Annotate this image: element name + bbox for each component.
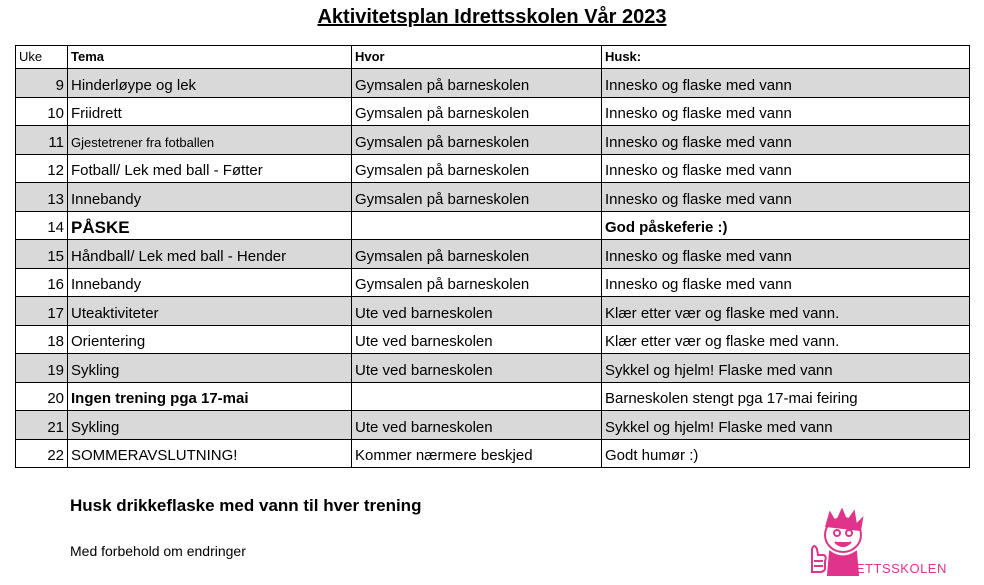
cell-uke: 21 xyxy=(16,411,68,440)
cell-tema: Hinderløype og lek xyxy=(68,69,352,98)
table-row xyxy=(16,297,970,326)
cell-tema: Sykling xyxy=(68,354,352,383)
cell-hvor: Ute ved barneskolen xyxy=(352,354,602,383)
cell-hvor: Ute ved barneskolen xyxy=(352,297,602,326)
cell-husk: Innesko og flaske med vann xyxy=(602,268,970,297)
cell-hvor xyxy=(352,382,602,411)
header-hvor: Hvor xyxy=(352,46,602,69)
table-row xyxy=(16,69,970,98)
cell-husk: Sykkel og hjelm! Flaske med vann xyxy=(602,411,970,440)
cell-husk: Godt humør :) xyxy=(602,439,970,468)
cell-husk: Innesko og flaske med vann xyxy=(602,240,970,269)
cell-hvor: Gymsalen på barneskolen xyxy=(352,97,602,126)
table-row xyxy=(16,126,970,155)
cell-tema: Ingen trening pga 17-mai xyxy=(68,382,352,411)
cell-uke: 13 xyxy=(16,183,68,212)
table-header-row xyxy=(16,46,970,69)
cell-hvor: Ute ved barneskolen xyxy=(352,411,602,440)
cell-tema: Gjestetrener fra fotballen xyxy=(68,126,352,155)
cell-uke: 15 xyxy=(16,240,68,269)
cell-uke: 11 xyxy=(16,126,68,155)
cell-husk: Innesko og flaske med vann xyxy=(602,126,970,155)
cell-uke: 10 xyxy=(16,97,68,126)
table-row xyxy=(16,268,970,297)
cell-tema: SOMMERAVSLUTNING! xyxy=(68,439,352,468)
header-uke: Uke xyxy=(16,46,68,69)
table-row xyxy=(16,240,970,269)
cell-uke: 20 xyxy=(16,382,68,411)
logo-wordmark: IDRETTSSKOLEN xyxy=(832,561,947,576)
cell-uke: 17 xyxy=(16,297,68,326)
cell-husk: Innesko og flaske med vann xyxy=(602,183,970,212)
cell-hvor xyxy=(352,211,602,240)
cell-tema: PÅSKE xyxy=(68,211,352,240)
cell-hvor: Gymsalen på barneskolen xyxy=(352,268,602,297)
cell-husk: Klær etter vær og flaske med vann. xyxy=(602,297,970,326)
header-tema: Tema xyxy=(68,46,352,69)
cell-uke: 18 xyxy=(16,325,68,354)
cell-hvor: Gymsalen på barneskolen xyxy=(352,154,602,183)
disclaimer-note: Med forbehold om endringer xyxy=(70,543,246,559)
cell-tema: Sykling xyxy=(68,411,352,440)
table-row xyxy=(16,97,970,126)
cell-tema: Orientering xyxy=(68,325,352,354)
cell-uke: 9 xyxy=(16,69,68,98)
cell-husk: Innesko og flaske med vann xyxy=(602,97,970,126)
cell-tema: Innebandy xyxy=(68,183,352,212)
cell-hvor: Gymsalen på barneskolen xyxy=(352,240,602,269)
cell-husk: God påskeferie :) xyxy=(602,211,970,240)
cell-tema: Uteaktiviteter xyxy=(68,297,352,326)
reminder-text: Husk drikkeflaske med vann til hver trening xyxy=(70,496,422,515)
cell-husk: Sykkel og hjelm! Flaske med vann xyxy=(602,354,970,383)
cell-hvor: Kommer nærmere beskjed xyxy=(352,439,602,468)
table-row xyxy=(16,211,970,240)
table-row xyxy=(16,439,970,468)
table-row xyxy=(16,154,970,183)
cell-uke: 22 xyxy=(16,439,68,468)
cell-hvor: Gymsalen på barneskolen xyxy=(352,183,602,212)
cell-husk: Klær etter vær og flaske med vann. xyxy=(602,325,970,354)
table-row xyxy=(16,354,970,383)
activity-table xyxy=(15,45,970,468)
page-title: Aktivitetsplan Idrettsskolen Vår 2023 xyxy=(317,6,667,28)
table-row xyxy=(16,382,970,411)
cell-husk: Innesko og flaske med vann xyxy=(602,69,970,98)
cell-hvor: Gymsalen på barneskolen xyxy=(352,69,602,98)
header-husk: Husk: xyxy=(602,46,970,69)
cell-uke: 16 xyxy=(16,268,68,297)
cell-uke: 19 xyxy=(16,354,68,383)
cell-hvor: Ute ved barneskolen xyxy=(352,325,602,354)
cell-uke: 14 xyxy=(16,211,68,240)
cell-tema: Håndball/ Lek med ball - Hender xyxy=(68,240,352,269)
table-row xyxy=(16,411,970,440)
cell-husk: Innesko og flaske med vann xyxy=(602,154,970,183)
cell-tema: Innebandy xyxy=(68,268,352,297)
cell-husk: Barneskolen stengt pga 17-mai feiring xyxy=(602,382,970,411)
cell-uke: 12 xyxy=(16,154,68,183)
table-row xyxy=(16,325,970,354)
cell-hvor: Gymsalen på barneskolen xyxy=(352,126,602,155)
table-row xyxy=(16,183,970,212)
cell-tema: Fotball/ Lek med ball - Føtter xyxy=(68,154,352,183)
cell-tema: Friidrett xyxy=(68,97,352,126)
